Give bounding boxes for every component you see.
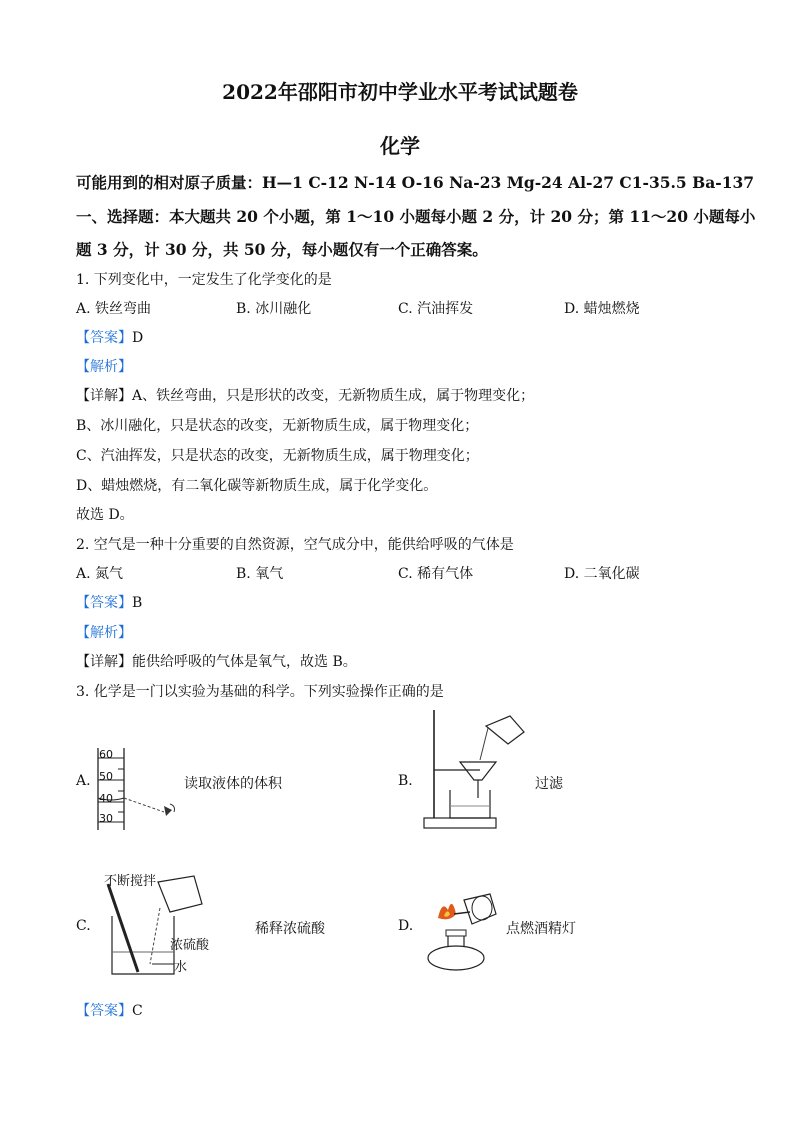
- q2-answer-value: B: [132, 595, 143, 611]
- q1-detail-line: B、冰川融化，只是状态的改变，无新物质生成，属于物理变化；: [76, 418, 479, 434]
- q3-option-a-letter: A.: [76, 773, 91, 789]
- q3-option-b-letter: B.: [398, 773, 413, 789]
- q2-option-c: C. 稀有气体: [398, 566, 474, 582]
- atomic-masses: 可能用到的相对原子质量：H—1 C-12 N-14 O-16 Na-23 Mg-24 Al-27 C1-35.5 Ba-137: [76, 173, 755, 192]
- subject-title: 化学: [380, 134, 420, 158]
- q2-analysis: 【解析】: [76, 625, 132, 641]
- section-heading-line2: 题 3 分，计 30 分，共 50 分，每小题仅有一个正确答案。: [76, 240, 488, 259]
- cylinder-tick-label: 50: [99, 770, 113, 783]
- filtration-figure: [420, 706, 530, 834]
- q3-option-d-text: 点燃酒精灯: [506, 921, 576, 937]
- q1-answer-value: D: [132, 330, 144, 346]
- q2-detail: 【详解】能供给呼吸的气体是氧气，故选 B。: [76, 654, 357, 670]
- q1-option-d: D. 蜡烛燃烧: [564, 301, 640, 317]
- cylinder-tick-label: 60: [99, 748, 113, 761]
- section-heading-line1: 一、选择题：本大题共 20 个小题，第 1～10 小题每小题 2 分，计 20 分；第 11～20 小题每小: [76, 207, 756, 226]
- q1-detail-line: C、汽油挥发，只是状态的改变，无新物质生成，属于物理变化；: [76, 448, 479, 464]
- page-title: 2022年邵阳市初中学业水平考试试题卷: [222, 80, 578, 104]
- q3-answer: 【答案】C: [76, 1003, 143, 1019]
- q3-option-b-text: 过滤: [535, 776, 563, 792]
- alcohol-lamp-figure: [418, 884, 504, 976]
- q3-option-c-text: 稀释浓硫酸: [255, 921, 325, 937]
- q1-conclusion: 故选 D。: [76, 507, 134, 523]
- q1-answer: 【答案】D: [76, 330, 144, 346]
- q1-analysis: 【解析】: [76, 359, 132, 375]
- q1-detail-line: D、蜡烛燃烧，有二氧化碳等新物质生成，属于化学变化。: [76, 478, 438, 494]
- water-label: 水: [174, 960, 188, 975]
- cylinder-tick-label: 40: [99, 792, 113, 805]
- q1-stem: 1. 下列变化中，一定发生了化学变化的是: [76, 272, 332, 288]
- stir-label: 不断搅拌: [104, 874, 157, 889]
- q3-answer-value: C: [132, 1003, 143, 1019]
- q3-stem: 3. 化学是一门以实验为基础的科学。下列实验操作正确的是: [76, 684, 444, 700]
- q3-option-c-letter: C.: [76, 918, 91, 934]
- q3-option-d-letter: D.: [398, 918, 414, 934]
- q1-option-c: C. 汽油挥发: [398, 301, 474, 317]
- q2-option-d: D. 二氧化碳: [564, 566, 640, 582]
- q2-answer: 【答案】B: [76, 595, 143, 611]
- q3-option-a-text: 读取液体的体积: [184, 776, 282, 792]
- cylinder-tick-label: 30: [99, 812, 113, 825]
- q2-option-a: A. 氮气: [76, 566, 124, 582]
- q2-option-b: B. 氧气: [236, 566, 284, 582]
- acid-label: 浓硫酸: [170, 938, 210, 953]
- q1-option-b: B. 冰川融化: [236, 301, 312, 317]
- q2-stem: 2. 空气是一种十分重要的自然资源，空气成分中，能供给呼吸的气体是: [76, 537, 514, 553]
- q1-detail: 【详解】A、铁丝弯曲，只是形状的改变，无新物质生成，属于物理变化；: [76, 388, 535, 404]
- q1-option-a: A. 铁丝弯曲: [76, 301, 152, 317]
